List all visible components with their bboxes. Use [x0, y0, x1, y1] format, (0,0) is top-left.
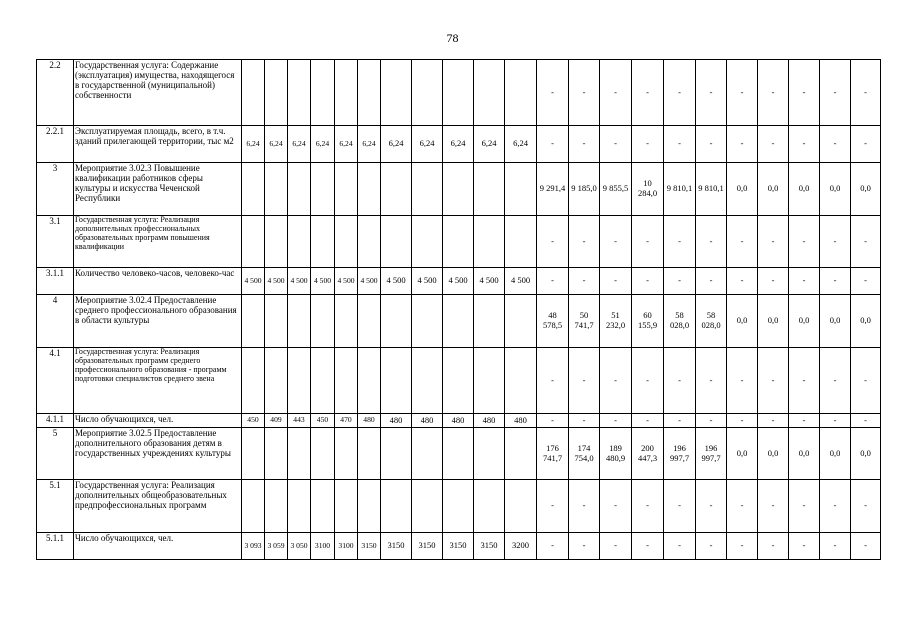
- finance-cell: 196 997,7: [696, 428, 727, 480]
- finance-cell: 0,0: [820, 428, 851, 480]
- indicator-cell: 3150: [474, 533, 505, 560]
- indicator-cell: [412, 216, 443, 268]
- indicator-cell: [358, 428, 381, 480]
- finance-cell: -: [789, 60, 820, 126]
- indicator-cell: [443, 480, 474, 533]
- row-number: 5.1.1: [37, 533, 74, 560]
- indicator-cell: [311, 428, 335, 480]
- row-number: 4: [37, 295, 74, 348]
- indicator-cell: 480: [443, 414, 474, 428]
- finance-cell: -: [600, 414, 632, 428]
- indicator-cell: 409: [265, 414, 288, 428]
- row-name: Эксплуатируемая площадь, всего, в т.ч. зданий прилегающей территории, тыс м2: [74, 126, 242, 163]
- indicator-cell: 4 500: [412, 268, 443, 295]
- finance-cell: -: [758, 216, 789, 268]
- finance-cell: 0,0: [727, 428, 758, 480]
- finance-cell: -: [789, 268, 820, 295]
- indicator-cell: 4 500: [265, 268, 288, 295]
- finance-cell: 10 284,0: [632, 163, 664, 216]
- indicator-cell: 450: [242, 414, 265, 428]
- finance-cell: -: [696, 60, 727, 126]
- finance-cell: -: [851, 480, 881, 533]
- finance-cell: -: [537, 480, 569, 533]
- indicator-cell: [474, 60, 505, 126]
- indicator-cell: [242, 428, 265, 480]
- finance-cell: -: [632, 60, 664, 126]
- indicator-cell: [381, 348, 412, 414]
- indicator-cell: [265, 295, 288, 348]
- finance-cell: 189 480,9: [600, 428, 632, 480]
- indicator-cell: 480: [505, 414, 537, 428]
- finance-cell: -: [664, 414, 696, 428]
- indicator-cell: 6,24: [412, 126, 443, 163]
- finance-cell: 9 185,0: [569, 163, 600, 216]
- indicator-cell: 480: [381, 414, 412, 428]
- indicator-cell: [288, 348, 311, 414]
- finance-cell: -: [569, 533, 600, 560]
- indicator-cell: 480: [358, 414, 381, 428]
- finance-cell: 0,0: [851, 295, 881, 348]
- indicator-cell: [311, 60, 335, 126]
- indicator-cell: 3 050: [288, 533, 311, 560]
- indicator-cell: 6,24: [288, 126, 311, 163]
- row-name: Государственная услуга: Содержание (эксплуатация) имущества, находящегося в государственной (муниципальной) собственности: [74, 60, 242, 126]
- finance-cell: -: [851, 533, 881, 560]
- finance-cell: -: [696, 533, 727, 560]
- table-row: [37, 163, 881, 216]
- indicator-cell: 6,24: [358, 126, 381, 163]
- table-row: [37, 414, 881, 428]
- indicator-cell: 6,24: [335, 126, 358, 163]
- finance-cell: -: [664, 126, 696, 163]
- finance-cell: -: [664, 533, 696, 560]
- finance-cell: -: [851, 126, 881, 163]
- indicator-cell: 4 500: [443, 268, 474, 295]
- finance-cell: -: [537, 348, 569, 414]
- indicator-cell: [505, 348, 537, 414]
- indicator-cell: [265, 428, 288, 480]
- indicator-cell: 3150: [412, 533, 443, 560]
- indicator-cell: [288, 60, 311, 126]
- finance-cell: 174 754,0: [569, 428, 600, 480]
- finance-cell: -: [696, 126, 727, 163]
- indicator-cell: [335, 60, 358, 126]
- finance-cell: -: [789, 533, 820, 560]
- program-table: [36, 59, 881, 560]
- indicator-cell: [288, 480, 311, 533]
- finance-cell: 196 997,7: [664, 428, 696, 480]
- finance-cell: -: [851, 60, 881, 126]
- indicator-cell: [311, 163, 335, 216]
- row-number: 3.1: [37, 216, 74, 268]
- indicator-cell: 3100: [335, 533, 358, 560]
- row-name: Мероприятие 3.02.5 Предоставление дополнительного образования детям в государственных учреждениях культуры: [74, 428, 242, 480]
- indicator-cell: [505, 428, 537, 480]
- indicator-cell: [381, 428, 412, 480]
- indicator-cell: [288, 428, 311, 480]
- indicator-cell: [381, 216, 412, 268]
- finance-cell: -: [789, 216, 820, 268]
- indicator-cell: [358, 216, 381, 268]
- finance-cell: -: [820, 348, 851, 414]
- finance-cell: -: [664, 60, 696, 126]
- table-row: [37, 126, 881, 163]
- finance-cell: -: [851, 414, 881, 428]
- finance-cell: -: [820, 414, 851, 428]
- finance-cell: 58 028,0: [664, 295, 696, 348]
- finance-cell: -: [569, 216, 600, 268]
- finance-cell: -: [537, 216, 569, 268]
- indicator-cell: [443, 428, 474, 480]
- finance-cell: -: [632, 480, 664, 533]
- indicator-cell: [335, 348, 358, 414]
- finance-cell: -: [758, 268, 789, 295]
- row-number: 2.2: [37, 60, 74, 126]
- indicator-cell: 4 500: [474, 268, 505, 295]
- indicator-cell: [505, 163, 537, 216]
- row-number: 3: [37, 163, 74, 216]
- row-number: 3.1.1: [37, 268, 74, 295]
- finance-cell: 58 028,0: [696, 295, 727, 348]
- finance-cell: 60 155,9: [632, 295, 664, 348]
- finance-cell: -: [758, 126, 789, 163]
- finance-cell: 0,0: [851, 163, 881, 216]
- finance-cell: 0,0: [758, 428, 789, 480]
- finance-cell: -: [600, 348, 632, 414]
- indicator-cell: [474, 216, 505, 268]
- indicator-cell: [443, 295, 474, 348]
- finance-cell: -: [600, 268, 632, 295]
- finance-cell: 9 810,1: [696, 163, 727, 216]
- finance-cell: -: [820, 126, 851, 163]
- finance-cell: -: [851, 348, 881, 414]
- indicator-cell: 4 500: [335, 268, 358, 295]
- table-row: [37, 480, 881, 533]
- indicator-cell: [311, 295, 335, 348]
- indicator-cell: 3150: [443, 533, 474, 560]
- finance-cell: -: [537, 533, 569, 560]
- indicator-cell: 3 093: [242, 533, 265, 560]
- indicator-cell: 480: [412, 414, 443, 428]
- indicator-cell: [474, 163, 505, 216]
- finance-cell: 0,0: [851, 428, 881, 480]
- finance-cell: -: [696, 268, 727, 295]
- indicator-cell: 4 500: [311, 268, 335, 295]
- finance-cell: -: [696, 216, 727, 268]
- indicator-cell: [443, 348, 474, 414]
- finance-cell: -: [600, 533, 632, 560]
- indicator-cell: 3100: [311, 533, 335, 560]
- finance-cell: 51 232,0: [600, 295, 632, 348]
- finance-cell: -: [820, 60, 851, 126]
- indicator-cell: 6,24: [242, 126, 265, 163]
- finance-cell: -: [820, 480, 851, 533]
- row-number: 4.1.1: [37, 414, 74, 428]
- indicator-cell: 4 500: [505, 268, 537, 295]
- indicator-cell: 4 500: [242, 268, 265, 295]
- finance-cell: -: [727, 268, 758, 295]
- finance-cell: 176 741,7: [537, 428, 569, 480]
- finance-cell: -: [632, 414, 664, 428]
- row-number: 5: [37, 428, 74, 480]
- row-number: 2.2.1: [37, 126, 74, 163]
- row-name: Государственная услуга: Реализация дополнительных профессиональных образовательных программ повышения квалификации: [74, 216, 242, 268]
- finance-cell: -: [758, 348, 789, 414]
- indicator-cell: [242, 480, 265, 533]
- indicator-cell: [474, 480, 505, 533]
- row-name: Количество человеко-часов, человеко-час: [74, 268, 242, 295]
- finance-cell: -: [758, 60, 789, 126]
- table-row: [37, 268, 881, 295]
- finance-cell: -: [600, 216, 632, 268]
- table-row: [37, 216, 881, 268]
- finance-cell: -: [569, 348, 600, 414]
- indicator-cell: [412, 480, 443, 533]
- finance-cell: 9 291,4: [537, 163, 569, 216]
- indicator-cell: [443, 163, 474, 216]
- indicator-cell: 4 500: [288, 268, 311, 295]
- indicator-cell: [242, 60, 265, 126]
- indicator-cell: [474, 295, 505, 348]
- finance-cell: -: [664, 348, 696, 414]
- finance-cell: -: [851, 268, 881, 295]
- finance-cell: 50 741,7: [569, 295, 600, 348]
- indicator-cell: [242, 163, 265, 216]
- finance-cell: -: [537, 268, 569, 295]
- finance-cell: 0,0: [820, 163, 851, 216]
- indicator-cell: [381, 60, 412, 126]
- finance-cell: -: [569, 480, 600, 533]
- page-number: 78: [446, 31, 459, 45]
- indicator-cell: 3150: [381, 533, 412, 560]
- finance-cell: -: [537, 126, 569, 163]
- indicator-cell: [412, 348, 443, 414]
- indicator-cell: [381, 163, 412, 216]
- finance-cell: 0,0: [727, 163, 758, 216]
- finance-cell: -: [537, 60, 569, 126]
- indicator-cell: 443: [288, 414, 311, 428]
- finance-cell: -: [727, 480, 758, 533]
- finance-cell: -: [537, 414, 569, 428]
- finance-cell: -: [820, 533, 851, 560]
- indicator-cell: [311, 348, 335, 414]
- indicator-cell: [412, 60, 443, 126]
- indicator-cell: [412, 163, 443, 216]
- indicator-cell: [265, 480, 288, 533]
- finance-cell: -: [851, 216, 881, 268]
- indicator-cell: [443, 60, 474, 126]
- indicator-cell: [474, 348, 505, 414]
- row-number: 4.1: [37, 348, 74, 414]
- indicator-cell: [311, 480, 335, 533]
- indicator-cell: [335, 163, 358, 216]
- finance-cell: -: [569, 414, 600, 428]
- finance-cell: -: [758, 480, 789, 533]
- indicator-cell: [265, 348, 288, 414]
- indicator-cell: 480: [474, 414, 505, 428]
- finance-cell: -: [789, 480, 820, 533]
- row-name: Число обучающихся, чел.: [74, 414, 242, 428]
- finance-cell: 0,0: [758, 295, 789, 348]
- row-name: Государственная услуга: Реализация образовательных программ среднего профессионального образования - программ подготовки специалистов среднего звена: [74, 348, 242, 414]
- indicator-cell: [265, 216, 288, 268]
- row-number: 5.1: [37, 480, 74, 533]
- table-row: [37, 533, 881, 560]
- indicator-cell: 6,24: [265, 126, 288, 163]
- finance-cell: -: [696, 480, 727, 533]
- finance-cell: -: [758, 414, 789, 428]
- finance-cell: 0,0: [789, 295, 820, 348]
- table-row: [37, 60, 881, 126]
- finance-cell: -: [569, 126, 600, 163]
- indicator-cell: [358, 348, 381, 414]
- row-name: Мероприятие 3.02.3 Повышение квалификации работников сферы культуры и искусства Чеченской Республики: [74, 163, 242, 216]
- finance-cell: -: [789, 414, 820, 428]
- indicator-cell: 6,24: [443, 126, 474, 163]
- finance-cell: -: [789, 126, 820, 163]
- finance-cell: -: [727, 533, 758, 560]
- table-row: [37, 348, 881, 414]
- indicator-cell: [505, 295, 537, 348]
- finance-cell: -: [600, 126, 632, 163]
- row-name: Мероприятие 3.02.4 Предоставление среднего профессионального образования в области культуры: [74, 295, 242, 348]
- indicator-cell: [474, 428, 505, 480]
- finance-cell: -: [820, 216, 851, 268]
- indicator-cell: 3200: [505, 533, 537, 560]
- finance-cell: 9 810,1: [664, 163, 696, 216]
- indicator-cell: 6,24: [311, 126, 335, 163]
- indicator-cell: [505, 60, 537, 126]
- indicator-cell: [265, 163, 288, 216]
- indicator-cell: [335, 295, 358, 348]
- indicator-cell: [288, 163, 311, 216]
- finance-cell: 0,0: [758, 163, 789, 216]
- finance-cell: -: [696, 414, 727, 428]
- indicator-cell: [412, 428, 443, 480]
- indicator-cell: 4 500: [381, 268, 412, 295]
- indicator-cell: [288, 216, 311, 268]
- indicator-cell: 4 500: [358, 268, 381, 295]
- indicator-cell: 6,24: [474, 126, 505, 163]
- finance-cell: -: [758, 533, 789, 560]
- indicator-cell: 6,24: [505, 126, 537, 163]
- finance-cell: -: [727, 348, 758, 414]
- finance-cell: -: [820, 268, 851, 295]
- finance-cell: -: [569, 268, 600, 295]
- indicator-cell: 6,24: [381, 126, 412, 163]
- indicator-cell: [335, 216, 358, 268]
- finance-cell: 200 447,3: [632, 428, 664, 480]
- row-name: Число обучающихся, чел.: [74, 533, 242, 560]
- table-row: [37, 428, 881, 480]
- finance-cell: 48 578,5: [537, 295, 569, 348]
- finance-cell: -: [664, 216, 696, 268]
- indicator-cell: [242, 216, 265, 268]
- indicator-cell: 470: [335, 414, 358, 428]
- finance-cell: -: [632, 348, 664, 414]
- finance-cell: 9 855,5: [600, 163, 632, 216]
- indicator-cell: [381, 295, 412, 348]
- indicator-cell: [311, 216, 335, 268]
- indicator-cell: [443, 216, 474, 268]
- indicator-cell: [242, 348, 265, 414]
- finance-cell: -: [664, 268, 696, 295]
- finance-cell: -: [632, 216, 664, 268]
- indicator-cell: [505, 480, 537, 533]
- finance-cell: 0,0: [789, 428, 820, 480]
- indicator-cell: [335, 428, 358, 480]
- indicator-cell: [412, 295, 443, 348]
- finance-cell: -: [727, 414, 758, 428]
- finance-cell: -: [632, 268, 664, 295]
- indicator-cell: 3150: [358, 533, 381, 560]
- indicator-cell: [381, 480, 412, 533]
- indicator-cell: 3 059: [265, 533, 288, 560]
- finance-cell: 0,0: [820, 295, 851, 348]
- finance-cell: 0,0: [727, 295, 758, 348]
- indicator-cell: [505, 216, 537, 268]
- table-row: [37, 295, 881, 348]
- finance-cell: -: [600, 60, 632, 126]
- indicator-cell: [242, 295, 265, 348]
- finance-cell: -: [696, 348, 727, 414]
- finance-cell: 0,0: [789, 163, 820, 216]
- finance-cell: -: [727, 126, 758, 163]
- finance-cell: -: [727, 60, 758, 126]
- finance-cell: -: [600, 480, 632, 533]
- finance-cell: -: [727, 216, 758, 268]
- finance-cell: -: [664, 480, 696, 533]
- indicator-cell: [358, 295, 381, 348]
- finance-cell: -: [632, 533, 664, 560]
- indicator-cell: [335, 480, 358, 533]
- finance-cell: -: [789, 348, 820, 414]
- row-name: Государственная услуга: Реализация дополнительных общеобразовательных предпрофессиональных программ: [74, 480, 242, 533]
- indicator-cell: 450: [311, 414, 335, 428]
- finance-cell: -: [632, 126, 664, 163]
- indicator-cell: [288, 295, 311, 348]
- indicator-cell: [265, 60, 288, 126]
- indicator-cell: [358, 163, 381, 216]
- indicator-cell: [358, 60, 381, 126]
- indicator-cell: [358, 480, 381, 533]
- finance-cell: -: [569, 60, 600, 126]
